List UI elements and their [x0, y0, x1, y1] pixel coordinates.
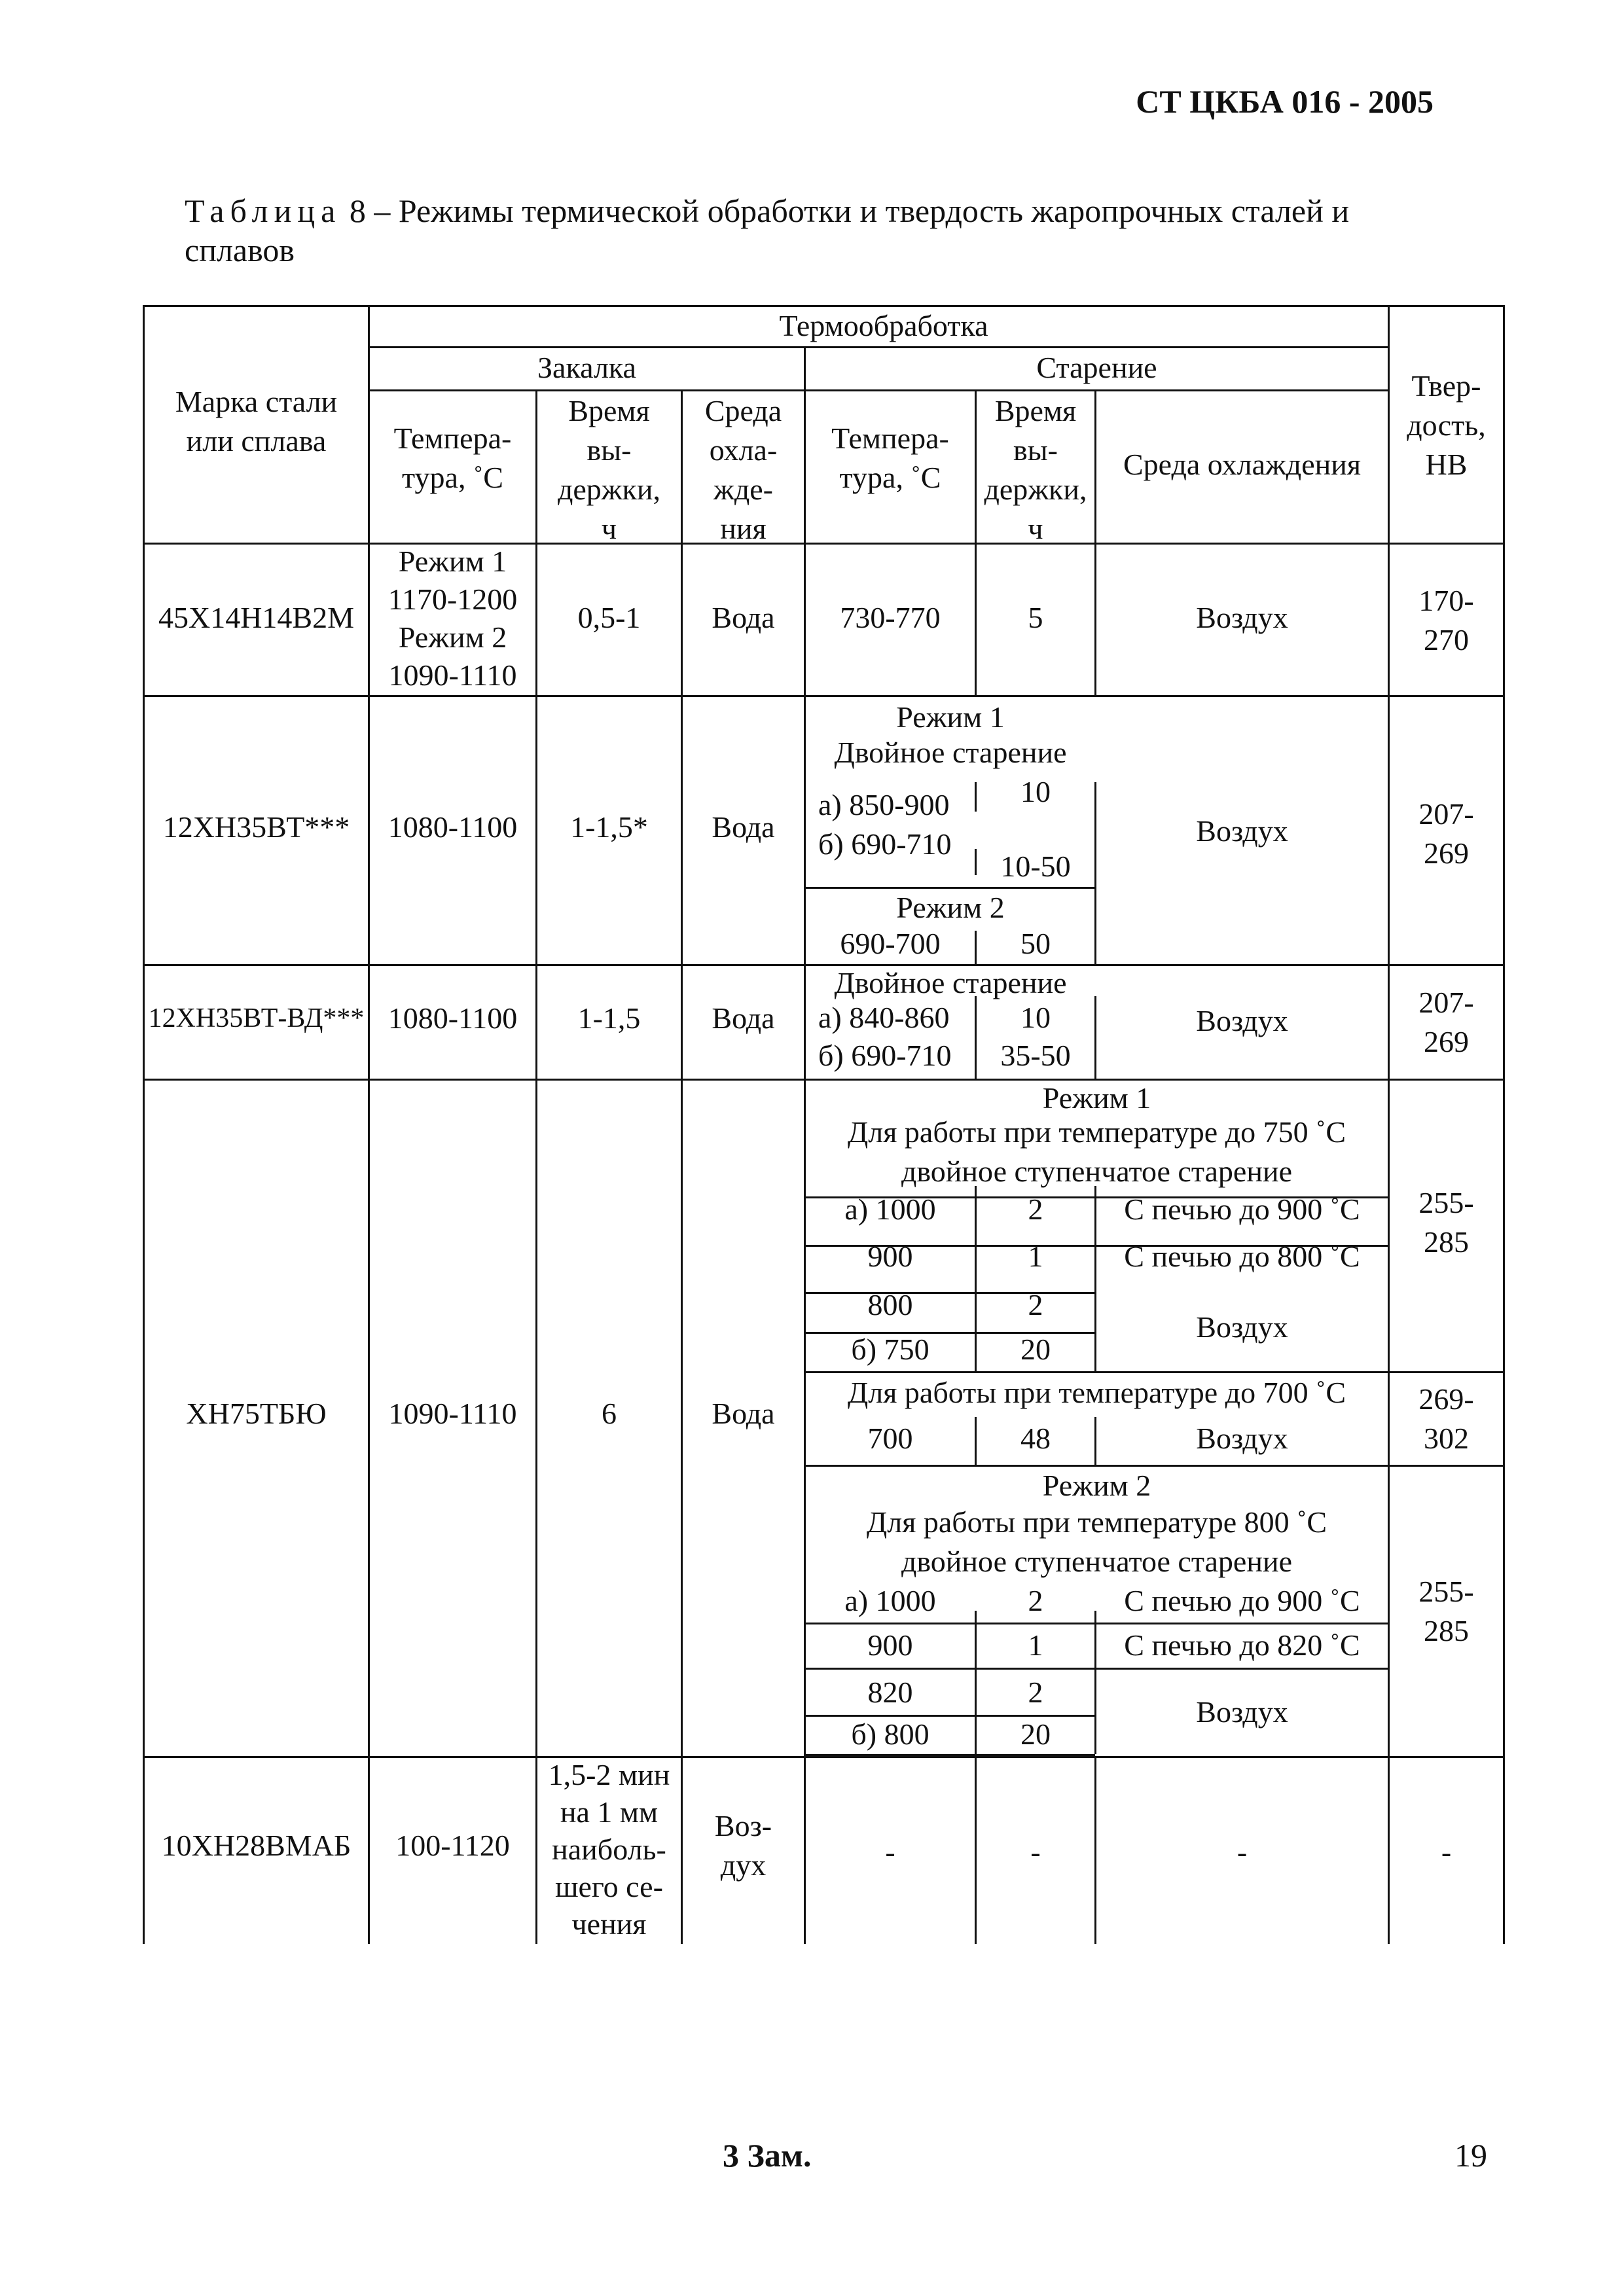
row5-hardness: - [1441, 1835, 1452, 1869]
row2-mode2-time: 50 [1020, 927, 1051, 960]
cell-line: 270 [1424, 623, 1469, 656]
row5-aging-temp: - [885, 1835, 895, 1869]
row4-m1-time: 2 [1028, 1288, 1043, 1321]
row4-m700-time: 48 [1020, 1422, 1051, 1455]
grid-line [1503, 305, 1505, 1944]
row4-mode1-label: Режим 1 [1042, 1081, 1151, 1115]
row3-aging-medium: Воздух [1196, 1004, 1288, 1037]
row4-m2-temp: 820 [867, 1676, 913, 1709]
page-number: 19 [1454, 2137, 1487, 2174]
cell-line: на 1 мм [560, 1795, 659, 1829]
header-hardness [1390, 367, 1503, 484]
header-aging-time [977, 391, 1094, 548]
row4-m1-temp: 800 [867, 1288, 913, 1321]
row3-hardness [1390, 983, 1503, 1062]
header-line: Время [568, 394, 650, 427]
row4-m2-medium: Воздух [1196, 1695, 1288, 1729]
caption-prefix: Таблица [185, 192, 342, 229]
header-line: жде- [713, 473, 773, 506]
cell-line: а) 850-900 [818, 788, 950, 821]
row4-m2-time: 2 [1028, 1676, 1043, 1709]
row4-m700-temp: 700 [867, 1422, 913, 1455]
header-line: тура, ˚С [402, 461, 503, 494]
row4-hardness3 [1390, 1572, 1503, 1651]
cell-line: Режим 2 [398, 620, 507, 654]
cell-line: 285 [1424, 1225, 1469, 1259]
row5-grade: 10ХН28ВМАБ [161, 1829, 352, 1862]
row4-m2-temp: б) 800 [851, 1717, 929, 1751]
row1-quench-medium: Вода [712, 601, 775, 634]
row4-quench-medium: Вода [712, 1397, 775, 1430]
cell-line: дух [720, 1848, 767, 1882]
row4-m2-temp: 900 [867, 1628, 913, 1662]
header-aging-temp [806, 419, 975, 497]
header-line: Темпера- [831, 422, 949, 455]
cell-line: 285 [1424, 1614, 1469, 1647]
row4-m1-time: 20 [1020, 1333, 1051, 1366]
caption-text: 8 – Режимы термической обработки и твердость жаропрочных сталей и [349, 192, 1350, 229]
grid-line [368, 389, 1390, 391]
header-line: охла- [709, 433, 778, 467]
row4-m2-time: 2 [1028, 1584, 1043, 1617]
row3-grade: 12ХН35ВТ-ВД*** [148, 1003, 365, 1033]
header-quench-medium [683, 391, 804, 548]
row4-m1-time: 1 [1028, 1240, 1043, 1273]
row4-mode700-desc: Для работы при температуре до 700 ˚С [847, 1376, 1346, 1409]
row2-mode1-label: Режим 1 [896, 700, 1005, 734]
row1-aging-time: 5 [1028, 601, 1043, 634]
doc-code: СТ ЦКБА 016 - 2005 [1136, 83, 1434, 120]
row3-aging-temp [818, 999, 975, 1075]
row4-m2-time: 20 [1020, 1717, 1051, 1751]
caption-line2: сплавов [185, 232, 295, 268]
row4-hardness2 [1390, 1380, 1503, 1458]
row5-quench-medium [683, 1806, 804, 1885]
cell-line: 269- [1418, 1382, 1474, 1416]
row3-quench-temp: 1080-1100 [388, 1001, 518, 1035]
header-line: вы- [586, 433, 632, 467]
row4-mode1-desc [806, 1113, 1388, 1191]
header-line: вы- [1013, 433, 1058, 467]
row1-aging-temp: 730-770 [840, 601, 941, 634]
header-line: Твер- [1411, 369, 1481, 403]
header-grade-line: или сплава [186, 424, 327, 457]
row1-quench-temp [370, 543, 535, 694]
cell-line: 1090-1110 [388, 658, 517, 692]
grid-line [1094, 389, 1096, 695]
row2-quench-medium: Вода [712, 810, 775, 844]
header-line: дость, [1407, 408, 1486, 442]
row2-quench-time: 1-1,5* [570, 810, 648, 844]
cell-line: 10 [1020, 1001, 1051, 1034]
row4-hardness1 [1390, 1183, 1503, 1262]
header-line: тура, ˚С [839, 461, 941, 494]
header-line: Время [994, 394, 1077, 427]
row4-m2-medium: С печью до 820 ˚С [1124, 1628, 1360, 1662]
row3-aging-time [977, 999, 1094, 1075]
header-quench-temp [370, 419, 535, 497]
row4-m2-time: 1 [1028, 1628, 1043, 1662]
row4-m1-time: 2 [1028, 1193, 1043, 1226]
grid-line [806, 1668, 1390, 1670]
header-grade [145, 382, 368, 461]
row3-quench-time: 1-1,5 [577, 1001, 641, 1035]
cell-line: 170- [1418, 584, 1474, 617]
cell-line: Для работы при температуре до 750 ˚С [847, 1115, 1346, 1149]
row4-mode2-desc [806, 1503, 1388, 1581]
grid-line [143, 543, 1505, 545]
cell-line: шего се- [555, 1870, 663, 1903]
cell-line: 269 [1424, 1025, 1469, 1058]
cell-line: 255- [1418, 1575, 1474, 1608]
row4-m1-medium: С печью до 900 ˚С [1124, 1193, 1360, 1226]
header-line: ч [1028, 512, 1043, 545]
cell-line: 207- [1418, 797, 1474, 831]
row4-grade: ХН75ТБЮ [186, 1397, 327, 1430]
row5-aging-medium: - [1236, 1835, 1248, 1869]
header-line: Темпера- [393, 422, 512, 455]
grid-line [143, 305, 145, 1944]
row5-aging-time: - [1030, 1835, 1041, 1869]
cell-line: б) 690-710 [818, 1039, 952, 1072]
cell-line: 269 [1424, 836, 1469, 870]
row4-mode2-label: Режим 2 [1042, 1469, 1151, 1502]
cell-line: чения [571, 1907, 647, 1941]
row4-m1-temp: 900 [867, 1240, 913, 1273]
row4-m2-temp: а) 1000 [844, 1584, 936, 1617]
row2-aging-time-b: 10-50 [1000, 850, 1071, 883]
row2-hardness [1390, 795, 1503, 873]
header-line: ния [720, 512, 767, 545]
cell-line: 302 [1424, 1422, 1469, 1455]
header-quench: Закалка [537, 351, 636, 384]
header-grade-line: Марка стали [175, 385, 338, 418]
grid-line [1094, 782, 1096, 964]
header-line: НВ [1425, 448, 1468, 481]
cell-line: б) 690-710 [818, 827, 952, 861]
row1-hardness [1390, 581, 1503, 660]
cell-line: двойное ступенчатое старение [901, 1545, 1292, 1578]
grid-line [143, 1756, 1505, 1758]
row2-grade: 12ХН35ВТ*** [162, 810, 350, 844]
grid-line [143, 695, 1505, 697]
cell-line: двойное ступенчатое старение [901, 1155, 1292, 1188]
cell-line: Режим 1 [398, 545, 507, 578]
row3-quench-medium: Вода [712, 1001, 775, 1035]
row1-grade: 45Х14Н14В2М [158, 601, 355, 634]
header-line: держки, [557, 473, 661, 506]
cell-line: 207- [1418, 986, 1474, 1019]
cell-line: Для работы при температуре 800 ˚С [866, 1505, 1327, 1539]
grid-line [1388, 305, 1390, 1944]
header-line: ч [601, 512, 617, 545]
row4-m1-temp: б) 750 [851, 1333, 929, 1366]
header-aging: Старение [1036, 351, 1157, 384]
header-quench-time [537, 391, 681, 548]
cell-line: 255- [1418, 1186, 1474, 1219]
header-aging-medium: Среда охлаждения [1123, 448, 1362, 481]
row2-double-aging: Двойное старение [834, 736, 1067, 769]
table-caption [185, 191, 1428, 270]
row4-quench-time: 6 [602, 1397, 617, 1430]
row4-m1-medium: Воздух [1196, 1310, 1288, 1344]
cell-line: 35-50 [1000, 1039, 1071, 1072]
row4-m1-medium: С печью до 800 ˚С [1124, 1240, 1360, 1273]
row2-quench-temp: 1080-1100 [388, 810, 518, 844]
row5-quench-temp: 100-1120 [395, 1829, 510, 1862]
row2-aging-temp [818, 785, 975, 864]
row2-mode2-label: Режим 2 [896, 891, 1005, 924]
row2-aging-time-a: 10 [1020, 775, 1051, 808]
row3-double-aging: Двойное старение [834, 966, 1067, 999]
row1-aging-medium: Воздух [1196, 601, 1288, 634]
grid-line [806, 1623, 1390, 1624]
cell-line: 1170-1200 [388, 583, 518, 616]
row5-quench-time [537, 1756, 681, 1943]
row2-aging-medium: Воздух [1196, 814, 1288, 848]
row4-m2-medium: С печью до 900 ˚С [1124, 1584, 1360, 1617]
cell-line: а) 840-860 [818, 1001, 950, 1034]
header-line: Среда [704, 394, 782, 427]
row4-m700-medium: Воздух [1196, 1422, 1288, 1455]
row4-quench-temp: 1090-1110 [388, 1397, 517, 1430]
row1-quench-time: 0,5-1 [577, 601, 641, 634]
row2-mode2-temp: 690-700 [840, 927, 941, 960]
cell-line: 1,5-2 мин [548, 1758, 670, 1791]
row4-m1-temp: а) 1000 [844, 1193, 936, 1226]
header-heat-treatment: Термообработка [779, 309, 988, 342]
header-line: держки, [984, 473, 1087, 506]
cell-line: Воз- [714, 1809, 772, 1842]
cell-line: наиболь- [552, 1833, 666, 1866]
revision-mark: 3 Зам. [723, 2137, 812, 2174]
